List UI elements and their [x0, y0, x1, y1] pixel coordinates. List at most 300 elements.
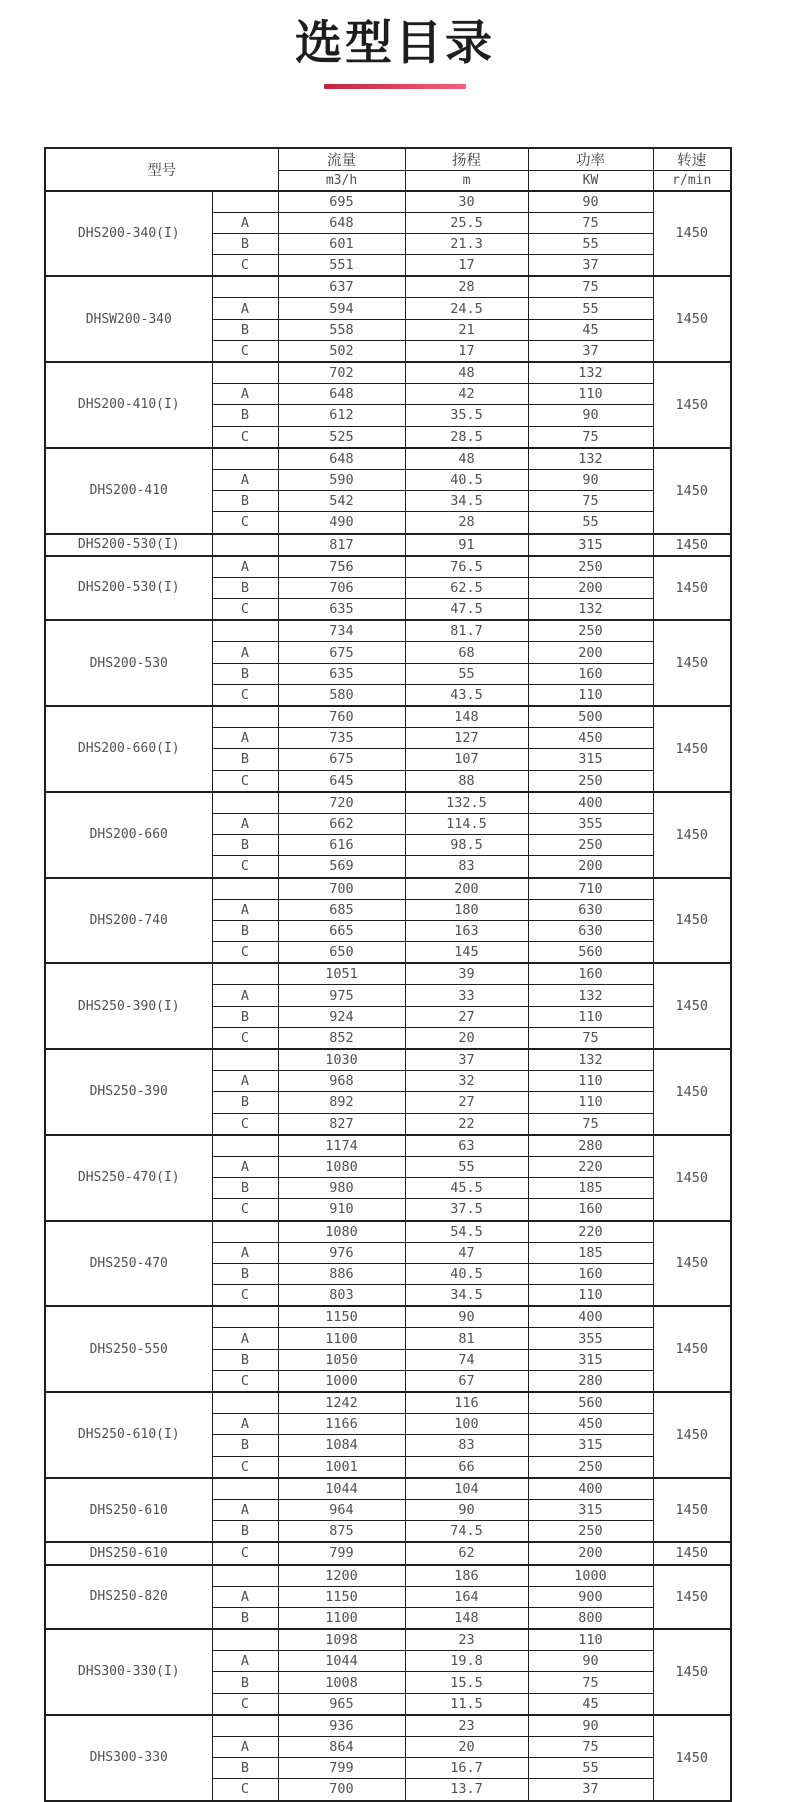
flow-cell: 675	[278, 749, 405, 770]
power-cell: 75	[528, 491, 653, 512]
head-cell: 39	[405, 963, 528, 985]
column-header-flow: 流量	[278, 148, 405, 171]
grade-cell	[212, 1478, 278, 1500]
grade-cell: B	[212, 319, 278, 340]
grade-cell	[212, 1565, 278, 1587]
head-cell: 104	[405, 1478, 528, 1500]
power-cell: 55	[528, 298, 653, 319]
head-cell: 116	[405, 1392, 528, 1414]
grade-cell: B	[212, 920, 278, 941]
model-cell: DHS250-470	[45, 1221, 212, 1307]
power-cell: 55	[528, 512, 653, 534]
table-row	[45, 1715, 731, 1737]
grade-cell: C	[212, 599, 278, 621]
power-cell: 55	[528, 1758, 653, 1779]
flow-cell: 1044	[278, 1651, 405, 1672]
flow-cell: 1080	[278, 1156, 405, 1177]
flow-cell: 892	[278, 1092, 405, 1113]
flow-cell: 635	[278, 663, 405, 684]
grade-cell: A	[212, 1156, 278, 1177]
power-cell: 45	[528, 1693, 653, 1715]
column-unit-speed: r/min	[653, 171, 731, 191]
grade-cell: C	[212, 856, 278, 878]
table-body	[45, 191, 731, 1801]
power-cell: 315	[528, 534, 653, 556]
grade-cell	[212, 1221, 278, 1243]
head-cell: 40.5	[405, 469, 528, 490]
table-row	[45, 448, 731, 470]
grade-cell: B	[212, 1092, 278, 1113]
grade-cell: A	[212, 469, 278, 490]
flow-cell: 980	[278, 1178, 405, 1199]
model-cell: DHS250-470(I)	[45, 1135, 212, 1221]
power-cell: 355	[528, 813, 653, 834]
head-cell: 127	[405, 728, 528, 749]
grade-cell: B	[212, 1672, 278, 1693]
grade-cell: B	[212, 663, 278, 684]
flow-cell: 502	[278, 340, 405, 362]
grade-cell	[212, 448, 278, 470]
column-unit-head: m	[405, 171, 528, 191]
flow-cell: 635	[278, 599, 405, 621]
column-unit-flow: m3/h	[278, 171, 405, 191]
flow-cell: 827	[278, 1113, 405, 1135]
grade-cell: A	[212, 1242, 278, 1263]
power-cell: 355	[528, 1328, 653, 1349]
model-cell: DHS250-820	[45, 1565, 212, 1630]
head-cell: 34.5	[405, 491, 528, 512]
flow-cell: 803	[278, 1285, 405, 1307]
grade-cell: B	[212, 1607, 278, 1629]
flow-cell: 650	[278, 942, 405, 964]
power-cell: 75	[528, 426, 653, 448]
grade-cell: C	[212, 1693, 278, 1715]
head-cell: 20	[405, 1737, 528, 1758]
head-cell: 43.5	[405, 684, 528, 706]
grade-cell: A	[212, 1651, 278, 1672]
grade-cell: B	[212, 749, 278, 770]
column-header-head: 扬程	[405, 148, 528, 171]
flow-cell: 1174	[278, 1135, 405, 1157]
head-cell: 48	[405, 362, 528, 384]
flow-cell: 1080	[278, 1221, 405, 1243]
head-cell: 54.5	[405, 1221, 528, 1243]
power-cell: 132	[528, 448, 653, 470]
column-unit-power: KW	[528, 171, 653, 191]
head-cell: 33	[405, 985, 528, 1006]
model-cell: DHS200-410(I)	[45, 362, 212, 448]
flow-cell: 1084	[278, 1435, 405, 1456]
speed-cell: 1450	[653, 556, 731, 621]
power-cell: 560	[528, 1392, 653, 1414]
grade-cell: C	[212, 1027, 278, 1049]
power-cell: 200	[528, 1542, 653, 1564]
head-cell: 47	[405, 1242, 528, 1263]
table-row	[45, 1392, 731, 1414]
head-cell: 21.3	[405, 233, 528, 254]
grade-cell	[212, 792, 278, 814]
flow-cell: 702	[278, 362, 405, 384]
model-cell: DHS200-530	[45, 620, 212, 706]
power-cell: 400	[528, 792, 653, 814]
power-cell: 110	[528, 1092, 653, 1113]
power-cell: 250	[528, 556, 653, 578]
power-cell: 1000	[528, 1565, 653, 1587]
flow-cell: 558	[278, 319, 405, 340]
head-cell: 62	[405, 1542, 528, 1564]
head-cell: 90	[405, 1499, 528, 1520]
power-cell: 220	[528, 1221, 653, 1243]
grade-cell: C	[212, 340, 278, 362]
flow-cell: 601	[278, 233, 405, 254]
title-underline	[324, 84, 466, 89]
head-cell: 16.7	[405, 1758, 528, 1779]
head-cell: 30	[405, 191, 528, 213]
power-cell: 800	[528, 1607, 653, 1629]
grade-cell: B	[212, 577, 278, 598]
head-cell: 66	[405, 1456, 528, 1478]
head-cell: 76.5	[405, 556, 528, 578]
power-cell: 315	[528, 749, 653, 770]
flow-cell: 569	[278, 856, 405, 878]
model-cell: DHSW200-340	[45, 276, 212, 362]
power-cell: 37	[528, 340, 653, 362]
power-cell: 200	[528, 577, 653, 598]
table-row	[45, 1542, 731, 1564]
speed-cell: 1450	[653, 963, 731, 1049]
flow-cell: 700	[278, 1779, 405, 1801]
model-cell: DHS200-660(I)	[45, 706, 212, 792]
grade-cell: A	[212, 1328, 278, 1349]
head-cell: 23	[405, 1629, 528, 1651]
grade-cell: A	[212, 985, 278, 1006]
power-cell: 250	[528, 620, 653, 642]
flow-cell: 1050	[278, 1349, 405, 1370]
flow-cell: 976	[278, 1242, 405, 1263]
flow-cell: 1098	[278, 1629, 405, 1651]
flow-cell: 875	[278, 1521, 405, 1543]
flow-cell: 886	[278, 1263, 405, 1284]
power-cell: 200	[528, 642, 653, 663]
model-cell: DHS200-530(I)	[45, 534, 212, 556]
flow-cell: 1051	[278, 963, 405, 985]
grade-cell: B	[212, 1349, 278, 1370]
power-cell: 220	[528, 1156, 653, 1177]
flow-cell: 645	[278, 770, 405, 792]
power-cell: 315	[528, 1349, 653, 1370]
grade-cell: A	[212, 1499, 278, 1520]
flow-cell: 1000	[278, 1370, 405, 1392]
flow-cell: 910	[278, 1199, 405, 1221]
power-cell: 110	[528, 1285, 653, 1307]
head-cell: 114.5	[405, 813, 528, 834]
head-cell: 186	[405, 1565, 528, 1587]
grade-cell	[212, 1049, 278, 1071]
flow-cell: 580	[278, 684, 405, 706]
flow-cell: 695	[278, 191, 405, 213]
model-cell: DHS250-610	[45, 1478, 212, 1543]
flow-cell: 924	[278, 1006, 405, 1027]
grade-cell	[212, 1135, 278, 1157]
column-header-model: 型号	[45, 148, 278, 191]
power-cell: 110	[528, 1006, 653, 1027]
flow-cell: 1008	[278, 1672, 405, 1693]
flow-cell: 1030	[278, 1049, 405, 1071]
head-cell: 67	[405, 1370, 528, 1392]
head-cell: 37	[405, 1049, 528, 1071]
power-cell: 400	[528, 1478, 653, 1500]
head-cell: 74	[405, 1349, 528, 1370]
power-cell: 75	[528, 1113, 653, 1135]
grade-cell	[212, 1715, 278, 1737]
head-cell: 42	[405, 384, 528, 405]
head-cell: 148	[405, 706, 528, 728]
flow-cell: 700	[278, 878, 405, 900]
grade-cell: A	[212, 212, 278, 233]
speed-cell: 1450	[653, 1049, 731, 1135]
grade-cell: C	[212, 1113, 278, 1135]
head-cell: 17	[405, 255, 528, 277]
grade-cell: B	[212, 405, 278, 426]
head-cell: 62.5	[405, 577, 528, 598]
table-row	[45, 706, 731, 728]
head-cell: 81	[405, 1328, 528, 1349]
grade-cell: A	[212, 556, 278, 578]
power-cell: 560	[528, 942, 653, 964]
power-cell: 110	[528, 1071, 653, 1092]
grade-cell: C	[212, 1199, 278, 1221]
power-cell: 250	[528, 1456, 653, 1478]
power-cell: 132	[528, 362, 653, 384]
flow-cell: 637	[278, 276, 405, 298]
speed-cell: 1450	[653, 1478, 731, 1543]
flow-cell: 1100	[278, 1328, 405, 1349]
power-cell: 110	[528, 384, 653, 405]
flow-cell: 685	[278, 899, 405, 920]
grade-cell: C	[212, 255, 278, 277]
flow-cell: 590	[278, 469, 405, 490]
flow-cell: 551	[278, 255, 405, 277]
grade-cell: B	[212, 1521, 278, 1543]
head-cell: 145	[405, 942, 528, 964]
head-cell: 100	[405, 1414, 528, 1435]
speed-cell: 1450	[653, 1221, 731, 1307]
flow-cell: 968	[278, 1071, 405, 1092]
power-cell: 315	[528, 1499, 653, 1520]
grade-cell: A	[212, 728, 278, 749]
head-cell: 55	[405, 1156, 528, 1177]
head-cell: 17	[405, 340, 528, 362]
grade-cell: C	[212, 770, 278, 792]
speed-cell: 1450	[653, 706, 731, 792]
flow-cell: 1200	[278, 1565, 405, 1587]
head-cell: 34.5	[405, 1285, 528, 1307]
head-cell: 81.7	[405, 620, 528, 642]
power-cell: 132	[528, 1049, 653, 1071]
flow-cell: 720	[278, 792, 405, 814]
grade-cell: C	[212, 1779, 278, 1801]
head-cell: 23	[405, 1715, 528, 1737]
grade-cell: A	[212, 642, 278, 663]
flow-cell: 616	[278, 835, 405, 856]
head-cell: 25.5	[405, 212, 528, 233]
head-cell: 21	[405, 319, 528, 340]
speed-cell: 1450	[653, 878, 731, 964]
grade-cell	[212, 1306, 278, 1328]
speed-cell: 1450	[653, 362, 731, 448]
head-cell: 40.5	[405, 1263, 528, 1284]
power-cell: 90	[528, 469, 653, 490]
power-cell: 75	[528, 212, 653, 233]
flow-cell: 734	[278, 620, 405, 642]
power-cell: 160	[528, 1263, 653, 1284]
flow-cell: 648	[278, 212, 405, 233]
table-row	[45, 1135, 731, 1157]
flow-cell: 1150	[278, 1586, 405, 1607]
grade-cell: A	[212, 1071, 278, 1092]
power-cell: 37	[528, 255, 653, 277]
speed-cell: 1450	[653, 276, 731, 362]
head-cell: 15.5	[405, 1672, 528, 1693]
flow-cell: 735	[278, 728, 405, 749]
model-cell: DHS250-550	[45, 1306, 212, 1392]
table-row	[45, 963, 731, 985]
power-cell: 75	[528, 1672, 653, 1693]
model-cell: DHS250-390	[45, 1049, 212, 1135]
power-cell: 37	[528, 1779, 653, 1801]
power-cell: 630	[528, 899, 653, 920]
head-cell: 55	[405, 663, 528, 684]
power-cell: 55	[528, 233, 653, 254]
head-cell: 13.7	[405, 1779, 528, 1801]
power-cell: 160	[528, 1199, 653, 1221]
flow-cell: 1001	[278, 1456, 405, 1478]
flow-cell: 975	[278, 985, 405, 1006]
power-cell: 630	[528, 920, 653, 941]
head-cell: 74.5	[405, 1521, 528, 1543]
head-cell: 98.5	[405, 835, 528, 856]
table-row	[45, 276, 731, 298]
grade-cell: C	[212, 1370, 278, 1392]
head-cell: 164	[405, 1586, 528, 1607]
grade-cell	[212, 362, 278, 384]
flow-cell: 1166	[278, 1414, 405, 1435]
speed-cell: 1450	[653, 1392, 731, 1478]
head-cell: 63	[405, 1135, 528, 1157]
grade-cell: C	[212, 426, 278, 448]
head-cell: 22	[405, 1113, 528, 1135]
flow-cell: 594	[278, 298, 405, 319]
head-cell: 163	[405, 920, 528, 941]
head-cell: 19.8	[405, 1651, 528, 1672]
power-cell: 250	[528, 835, 653, 856]
power-cell: 185	[528, 1242, 653, 1263]
head-cell: 83	[405, 856, 528, 878]
grade-cell: C	[212, 512, 278, 534]
power-cell: 185	[528, 1178, 653, 1199]
power-cell: 132	[528, 599, 653, 621]
flow-cell: 864	[278, 1737, 405, 1758]
flow-cell: 760	[278, 706, 405, 728]
flow-cell: 490	[278, 512, 405, 534]
head-cell: 200	[405, 878, 528, 900]
power-cell: 450	[528, 1414, 653, 1435]
grade-cell	[212, 534, 278, 556]
speed-cell: 1450	[653, 792, 731, 878]
grade-cell: C	[212, 1542, 278, 1564]
grade-cell: B	[212, 1758, 278, 1779]
head-cell: 148	[405, 1607, 528, 1629]
flow-cell: 799	[278, 1758, 405, 1779]
head-cell: 28	[405, 512, 528, 534]
power-cell: 110	[528, 684, 653, 706]
model-cell: DHS200-340(I)	[45, 191, 212, 277]
power-cell: 75	[528, 1027, 653, 1049]
flow-cell: 852	[278, 1027, 405, 1049]
power-cell: 710	[528, 878, 653, 900]
grade-cell: C	[212, 1285, 278, 1307]
head-cell: 32	[405, 1071, 528, 1092]
column-header-speed: 转速	[653, 148, 731, 171]
grade-cell: A	[212, 298, 278, 319]
model-cell: DHS250-390(I)	[45, 963, 212, 1049]
flow-cell: 1150	[278, 1306, 405, 1328]
head-cell: 132.5	[405, 792, 528, 814]
power-cell: 400	[528, 1306, 653, 1328]
power-cell: 75	[528, 1737, 653, 1758]
model-cell: DHS300-330	[45, 1715, 212, 1801]
power-cell: 160	[528, 663, 653, 684]
head-cell: 107	[405, 749, 528, 770]
model-cell: DHS200-660	[45, 792, 212, 878]
grade-cell: B	[212, 491, 278, 512]
speed-cell: 1450	[653, 1135, 731, 1221]
grade-cell: B	[212, 1263, 278, 1284]
selection-table-wrapper	[44, 147, 732, 1802]
grade-cell	[212, 191, 278, 213]
head-cell: 45.5	[405, 1178, 528, 1199]
table-row	[45, 556, 731, 578]
page-title: 选型目录	[295, 16, 495, 69]
grade-cell: C	[212, 684, 278, 706]
flow-cell: 965	[278, 1693, 405, 1715]
power-cell: 250	[528, 1521, 653, 1543]
head-cell: 47.5	[405, 599, 528, 621]
grade-cell: B	[212, 1006, 278, 1027]
grade-cell	[212, 706, 278, 728]
flow-cell: 817	[278, 534, 405, 556]
flow-cell: 706	[278, 577, 405, 598]
flow-cell: 799	[278, 1542, 405, 1564]
head-cell: 28.5	[405, 426, 528, 448]
speed-cell: 1450	[653, 1565, 731, 1630]
grade-cell	[212, 276, 278, 298]
grade-cell	[212, 620, 278, 642]
model-cell: DHS250-610(I)	[45, 1392, 212, 1478]
power-cell: 45	[528, 319, 653, 340]
grade-cell: A	[212, 899, 278, 920]
flow-cell: 1044	[278, 1478, 405, 1500]
speed-cell: 1450	[653, 534, 731, 556]
grade-cell	[212, 878, 278, 900]
table-row	[45, 1221, 731, 1243]
grade-cell: C	[212, 1456, 278, 1478]
flow-cell: 964	[278, 1499, 405, 1520]
table-row	[45, 1478, 731, 1500]
flow-cell: 936	[278, 1715, 405, 1737]
table-row	[45, 1629, 731, 1651]
power-cell: 75	[528, 276, 653, 298]
